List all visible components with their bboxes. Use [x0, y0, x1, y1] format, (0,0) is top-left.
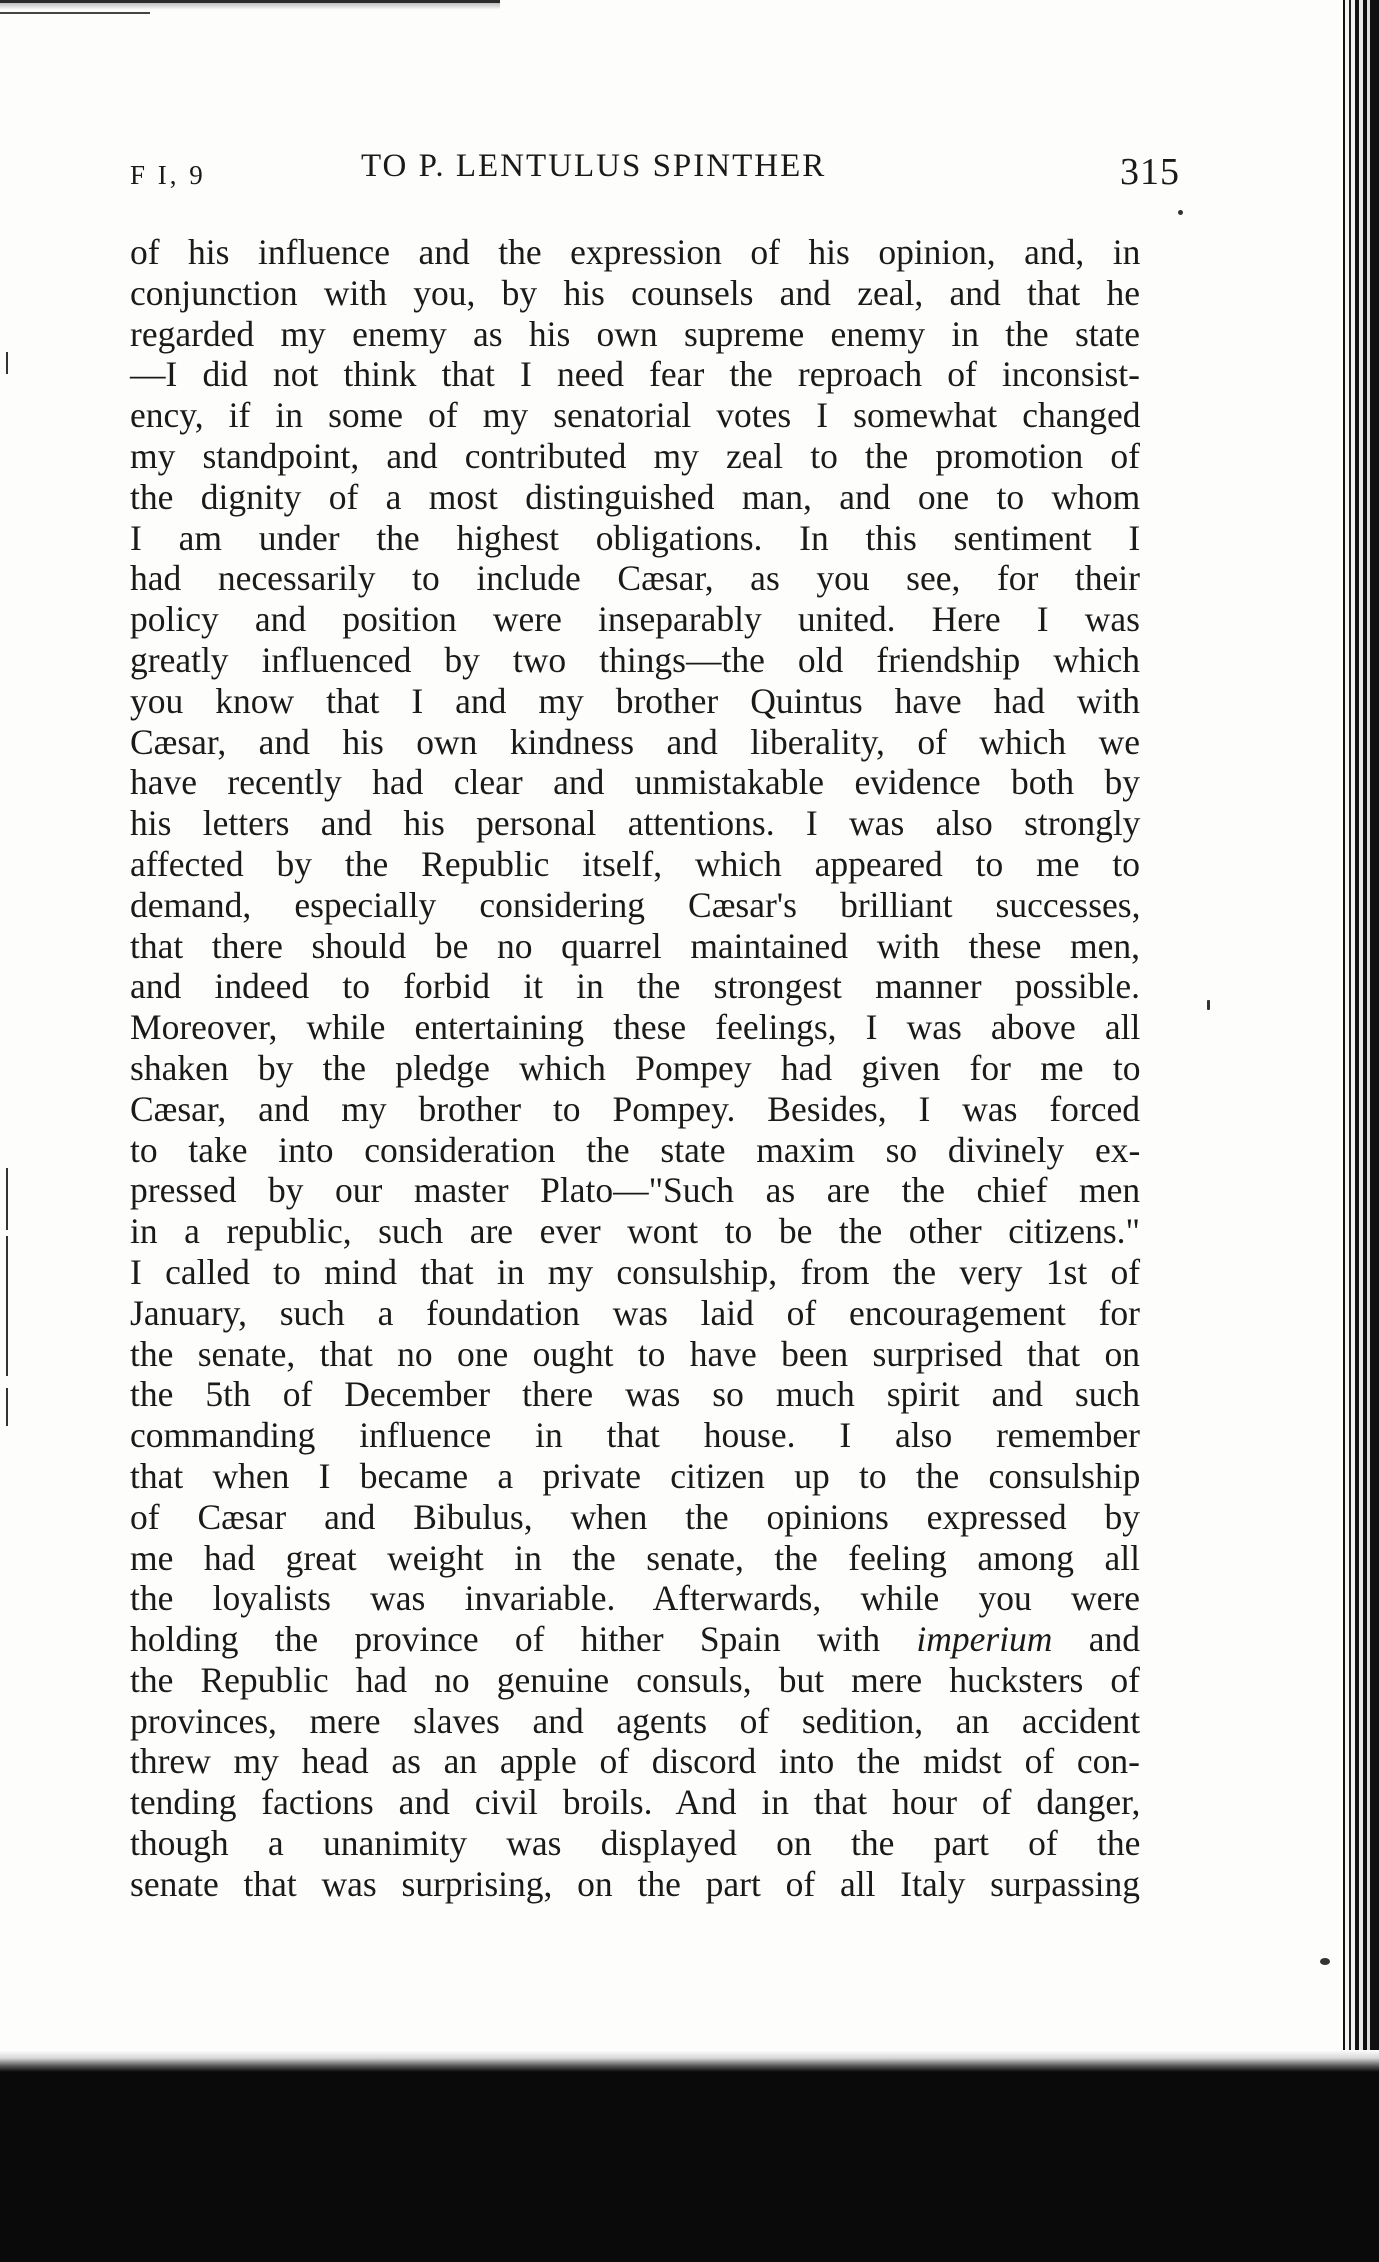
text-line: his letters and his personal attentions. I was also strongly — [130, 803, 1141, 844]
scan-margin-mark — [6, 1236, 8, 1376]
text-line: I am under the highest obligations. In this sentiment I — [130, 517, 1141, 558]
text-line: regarded my enemy as his own supreme enemy in the state — [130, 313, 1140, 354]
text-line: of his influence and the expression of his opinion, and, in — [130, 232, 1141, 272]
text-line: —I did not think that I need fear the reproach of inconsist- — [130, 354, 1140, 395]
text-line-with-italic — [130, 1619, 1140, 1660]
text-line: commanding influence in that house. I also remember — [130, 1415, 1140, 1456]
text-line: January, such a foundation was laid of encouragement for — [130, 1292, 1140, 1333]
text-line: that when I became a private citizen up to the consulship — [130, 1455, 1141, 1496]
scan-right-edge — [1339, 0, 1379, 2100]
text-line: have recently had clear and unmistakable evidence both by — [130, 762, 1140, 803]
text-line: tending factions and civil broils. And in that hour of danger, — [130, 1782, 1141, 1823]
running-head — [130, 148, 1180, 198]
text-line: greatly influenced by two things—the old friendship which — [130, 639, 1140, 680]
page-number: 315 — [1120, 151, 1180, 193]
text-line: threw my head as an apple of discord into the midst of con- — [130, 1741, 1140, 1782]
scan-margin-mark — [6, 1168, 8, 1230]
text-line: my standpoint, and contributed my zeal to the promotion of — [130, 435, 1140, 476]
italic-term: imperium — [916, 1619, 1053, 1660]
text-line: Cæsar, and my brother to Pompey. Besides, I was forced — [130, 1088, 1140, 1129]
scan-speck — [1320, 1958, 1330, 1965]
text-line: provinces, mere slaves and agents of sedition, an accident — [130, 1700, 1141, 1741]
text-line: that there should be no quarrel maintained with these men, — [130, 925, 1141, 966]
text-line: the loyalists was invariable. Afterwards, while you were — [130, 1578, 1140, 1619]
text-line: ency, if in some of my senatorial votes I somewhat changed — [130, 395, 1141, 436]
text-line: you know that I and my brother Quintus have had with — [130, 680, 1140, 721]
text-line: though a unanimity was displayed on the part of the — [130, 1823, 1141, 1864]
scan-speck — [1178, 210, 1183, 215]
text-line: demand, especially considering Cæsar's brilliant successes, — [130, 884, 1141, 925]
scan-bottom-band — [0, 2072, 1379, 2262]
text-line: Moreover, while entertaining these feelings, I was above all — [130, 1007, 1141, 1048]
scan-speck — [1207, 1000, 1210, 1010]
running-title: TO P. LENTULUS SPINTHER — [361, 148, 827, 184]
text-line: in a republic, such are ever wont to be the other citizens." — [130, 1211, 1140, 1252]
scan-bottom-edge — [0, 2050, 1379, 2072]
text-line: Cæsar, and his own kindness and liberality, of which we — [130, 721, 1140, 762]
scan-margin-mark — [6, 352, 8, 374]
text-line: affected by the Republic itself, which appeared to me to — [130, 843, 1140, 884]
text-line: pressed by our master Plato—"Such as are the chief men — [130, 1170, 1141, 1211]
text-line: conjunction with you, by his counsels and zeal, and that he — [130, 272, 1141, 313]
text-segment: and — [1052, 1619, 1140, 1660]
text-line: and indeed to forbid it in the strongest manner possible. — [130, 966, 1140, 1007]
text-line: had necessarily to include Cæsar, as you see, for their — [130, 558, 1140, 599]
text-line: of Cæsar and Bibulus, when the opinions expressed by — [130, 1496, 1140, 1537]
text-line: the Republic had no genuine consuls, but mere hucksters of — [130, 1659, 1140, 1700]
text-line: senate that was surprising, on the part of all Italy surpassing — [130, 1863, 1140, 1904]
text-line: shaken by the pledge which Pompey had given for me to — [130, 1047, 1141, 1088]
text-line: the 5th of December there was so much spirit and such — [130, 1374, 1140, 1415]
text-line: the dignity of a most distinguished man, and one to whom — [130, 476, 1141, 517]
text-segment: holding the province of hither Spain with — [130, 1619, 917, 1660]
text-line: policy and position were inseparably united. Here I was — [130, 599, 1140, 640]
text-line: I called to mind that in my consulship, from the very 1st of — [130, 1251, 1141, 1292]
signature-mark: F I, 9 — [130, 160, 206, 190]
text-line: the senate, that no one ought to have been surprised that on — [130, 1333, 1140, 1374]
scan-margin-mark — [6, 1388, 8, 1426]
body-text — [130, 232, 1140, 1905]
text-line: me had great weight in the senate, the feeling among all — [130, 1537, 1140, 1578]
scan-top-rule — [0, 0, 500, 10]
scan-top-rule-thin — [0, 12, 150, 14]
text-line: to take into consideration the state maxim so divinely ex- — [130, 1129, 1141, 1170]
